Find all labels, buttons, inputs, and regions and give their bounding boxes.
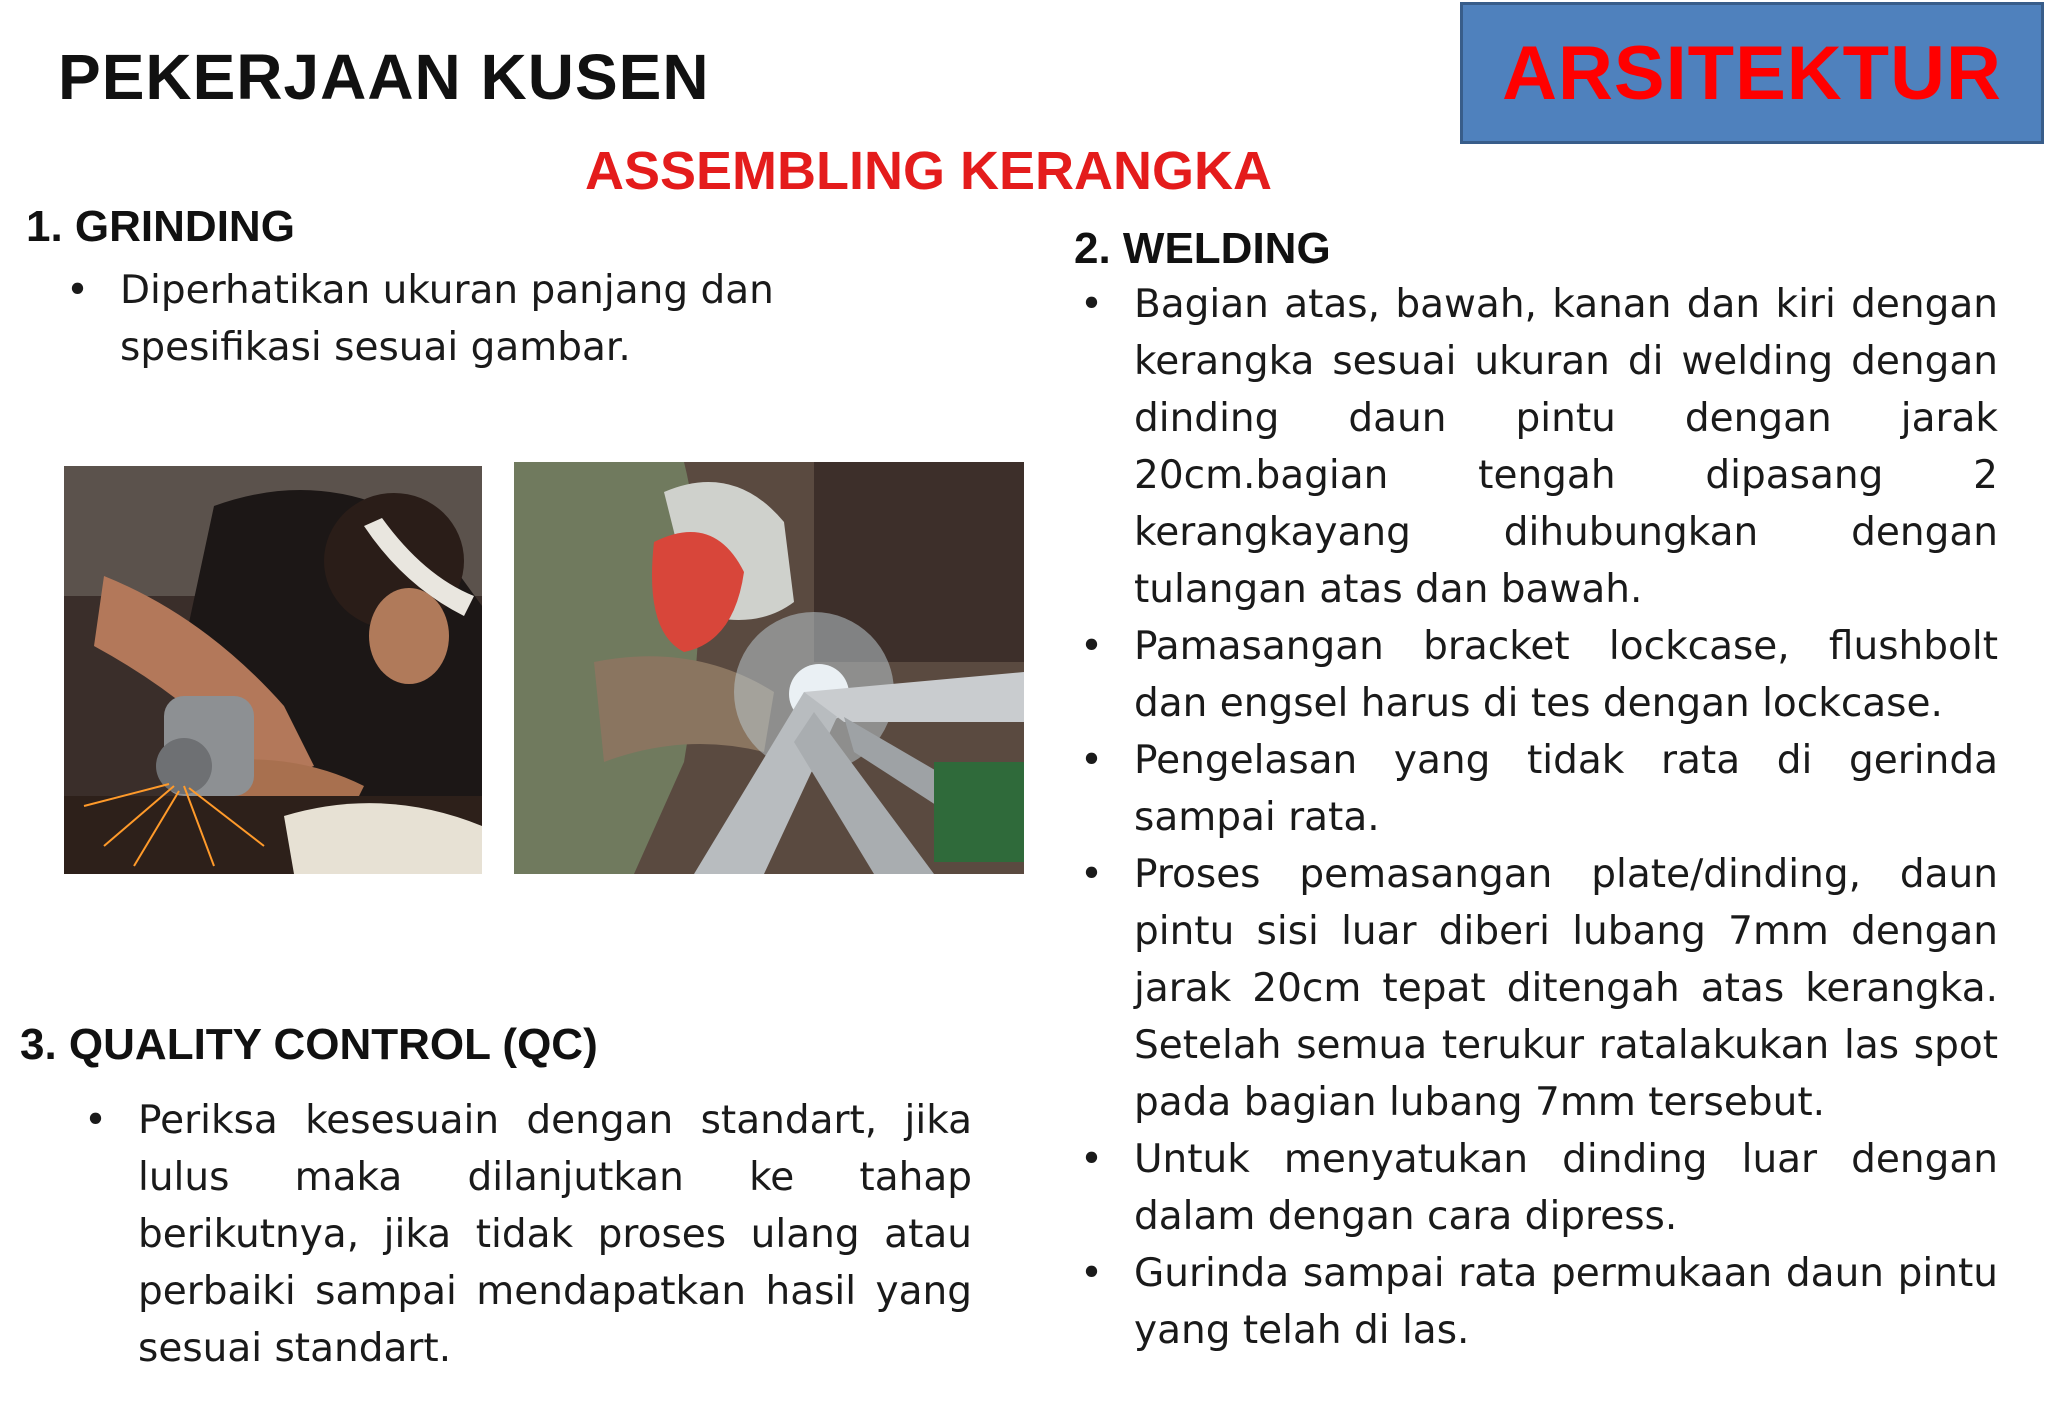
bullet-item: • Pamasangan bracket lockcase, flushbolt dan engsel harus di tes dengan lockcase. (1074, 618, 1998, 732)
welding-photo (514, 462, 1024, 874)
bullet-item: • Diperhatikan ukuran panjang dan spesifikasi sesuai gambar. (60, 262, 980, 376)
category-badge-label: ARSITEKTUR (1502, 30, 2002, 116)
grinding-heading: 1. GRINDING (26, 202, 295, 251)
category-badge (1460, 2, 2044, 144)
welding-bullet-list (1074, 276, 1998, 1359)
slide-title: PEKERJAAN KUSEN (58, 41, 710, 113)
qc-heading: 3. QUALITY CONTROL (QC) (20, 1020, 598, 1069)
bullet-item: • Pengelasan yang tidak rata di gerinda sampai rata. (1074, 732, 1998, 846)
grinding-photo (64, 466, 482, 874)
bullet-item: • Bagian atas, bawah, kanan dan kiri dengan kerangka sesuai ukuran di welding dengan dinding daun pintu dengan jarak 20cm.bagian tengah dipasang 2 kerangkayang dihubungkan dengan tulangan atas dan bawah. (1074, 276, 1998, 618)
qc-bullet-list (78, 1092, 972, 1377)
bullet-item: • Untuk menyatukan dinding luar dengan dalam dengan cara dipress. (1074, 1131, 1998, 1245)
bullet-item: • Proses pemasangan plate/dinding, daun pintu sisi luar diberi lubang 7mm dengan jarak 20cm tepat ditengah atas kerangka. Setelah semua terukur ratalakukan las spot pada bagian lubang 7mm tersebut. (1074, 846, 1998, 1131)
bullet-item: • Gurinda sampai rata permukaan daun pintu yang telah di las. (1074, 1245, 1998, 1359)
slide-subtitle: ASSEMBLING KERANGKA (585, 141, 1273, 201)
bullet-item: • Periksa kesesuain dengan standart, jika lulus maka dilanjutkan ke tahap berikutnya, jika tidak proses ulang atau perbaiki sampai mendapatkan hasil yang sesuai standart. (78, 1092, 972, 1377)
grinding-bullet-list (60, 262, 980, 376)
welding-heading: 2. WELDING (1074, 224, 1331, 273)
